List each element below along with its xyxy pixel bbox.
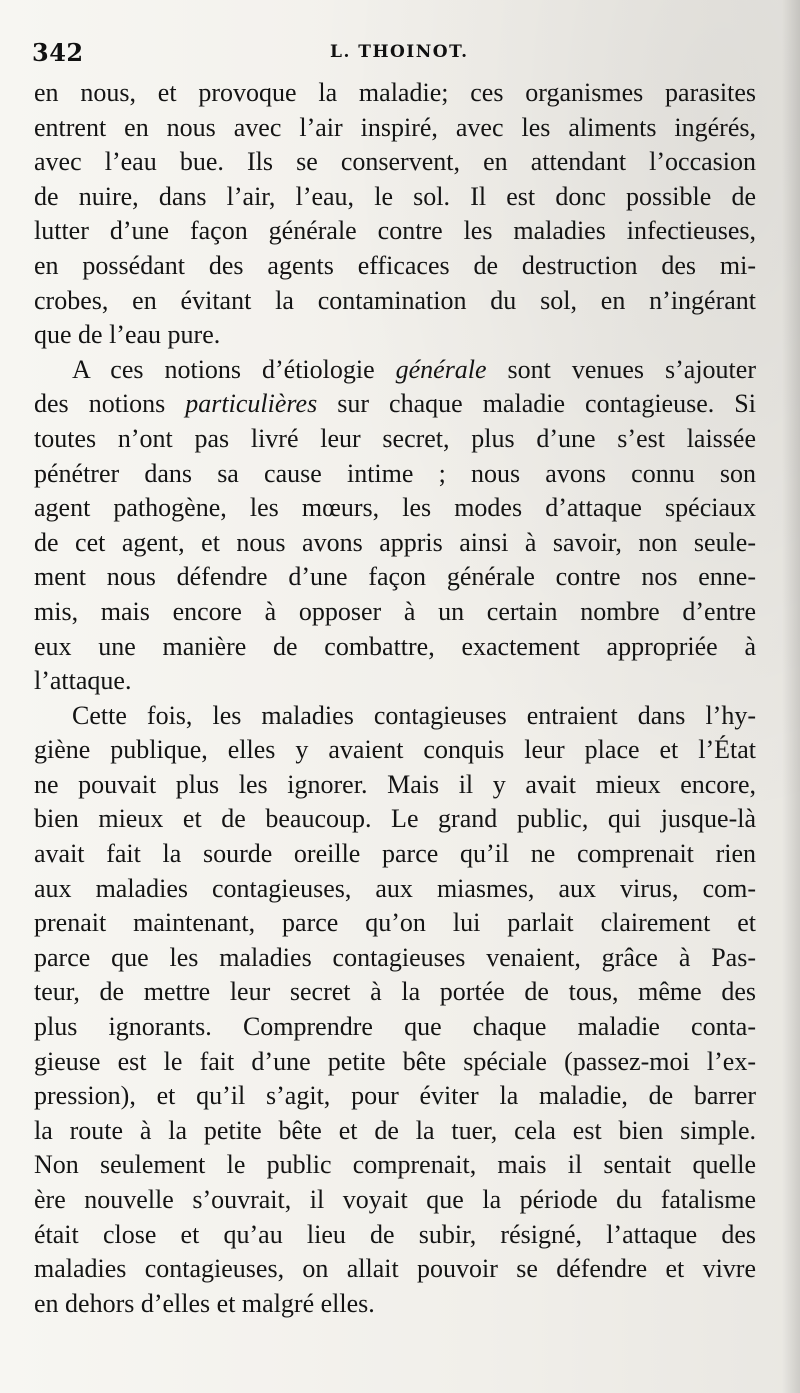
text-line: était close et qu’au lieu de subir, résigné, l’attaque des: [34, 1219, 756, 1249]
text-line: eux une manière de combattre, exactement appropriée à: [34, 631, 756, 661]
text-line: Cette fois, les maladies contagieuses entraient dans l’hy-: [72, 700, 756, 730]
text-line: mis, mais encore à opposer à un certain nombre d’entre: [34, 596, 756, 626]
text-line: gieuse est le fait d’une petite bête spéciale (passez-moi l’ex-: [34, 1046, 756, 1076]
italic-term: particulières: [185, 389, 318, 419]
text-line: de nuire, dans l’air, l’eau, le sol. Il est donc possible de: [34, 181, 756, 211]
text-line: plus ignorants. Comprendre que chaque maladie conta-: [34, 1012, 756, 1042]
text-line: ère nouvelle s’ouvrait, il voyait que la période du fatalisme: [34, 1185, 756, 1214]
body-text: [34, 76, 756, 1321]
text-line: lutter d’une façon générale contre les maladies infectieuses,: [34, 216, 756, 246]
text-line: en nous, et provoque la maladie; ces organismes parasites: [34, 78, 756, 107]
text-line: agent pathogène, les mœurs, les modes d’attaque spéciaux: [34, 493, 756, 523]
text-line: toutes n’ont pas livré leur secret, plus d’une s’est laissée: [34, 423, 756, 453]
text-line: avait fait la sourde oreille parce qu’il ne comprenait rien: [34, 839, 756, 869]
text-line: pénétrer dans sa cause intime ; nous avons connu son: [34, 458, 756, 488]
text-line: aux maladies contagieuses, aux miasmes, aux virus, com-: [34, 873, 756, 903]
running-head: [32, 38, 772, 78]
text-line: la route à la petite bête et de la tuer, cela est bien simple.: [34, 1115, 756, 1145]
text-segment: sont venues s’ajouter: [486, 354, 756, 384]
page-edge-shadow: [782, 0, 800, 1393]
text-line: avec l’eau bue. Ils se conservent, en attendant l’occasion: [34, 147, 756, 177]
text-line: teur, de mettre leur secret à la portée de tous, même des: [34, 977, 756, 1007]
text-segment: sur chaque maladie contagieuse. Si: [317, 389, 756, 419]
text-line: giène publique, elles y avaient conquis leur place et l’État: [34, 735, 756, 765]
text-line: bien mieux et de beaucoup. Le grand public, qui jusque-là: [34, 804, 756, 834]
italic-term: générale: [395, 354, 487, 384]
text-line: [34, 353, 756, 388]
text-line: parce que les maladies contagieuses venaient, grâce à Pas-: [34, 942, 756, 972]
text-line: entrent en nous avec l’air inspiré, avec les aliments ingérés,: [34, 112, 756, 142]
text-line: ment nous défendre d’une façon générale contre nos enne-: [34, 562, 756, 592]
text-line: de cet agent, et nous avons appris ainsi à savoir, non seule-: [34, 527, 756, 557]
text-line: crobes, en évitant la contamination du sol, en n’ingérant: [34, 285, 756, 315]
text-line: que de l’eau pure.: [34, 320, 221, 350]
text-line: maladies contagieuses, on allait pouvoir se défendre et vivre: [34, 1254, 756, 1284]
text-line: l’attaque.: [34, 666, 132, 696]
text-line: prenait maintenant, parce qu’on lui parlait clairement et: [34, 908, 756, 938]
text-line: [34, 387, 756, 422]
text-line: en dehors d’elles et malgré elles.: [34, 1288, 375, 1318]
running-head-author: L. THOINOT.: [330, 42, 469, 62]
text-line: pression), et qu’il s’agit, pour éviter la maladie, de barrer: [34, 1081, 756, 1111]
page-number: 342: [32, 38, 84, 67]
text-line: Non seulement le public comprenait, mais il sentait quelle: [34, 1150, 756, 1180]
text-segment: A ces notions d’étiologie: [72, 354, 396, 384]
text-segment: des notions: [34, 389, 186, 419]
text-line: ne pouvait plus les ignorer. Mais il y avait mieux encore,: [34, 769, 756, 799]
text-line: en possédant des agents efficaces de destruction des mi-: [34, 250, 756, 280]
